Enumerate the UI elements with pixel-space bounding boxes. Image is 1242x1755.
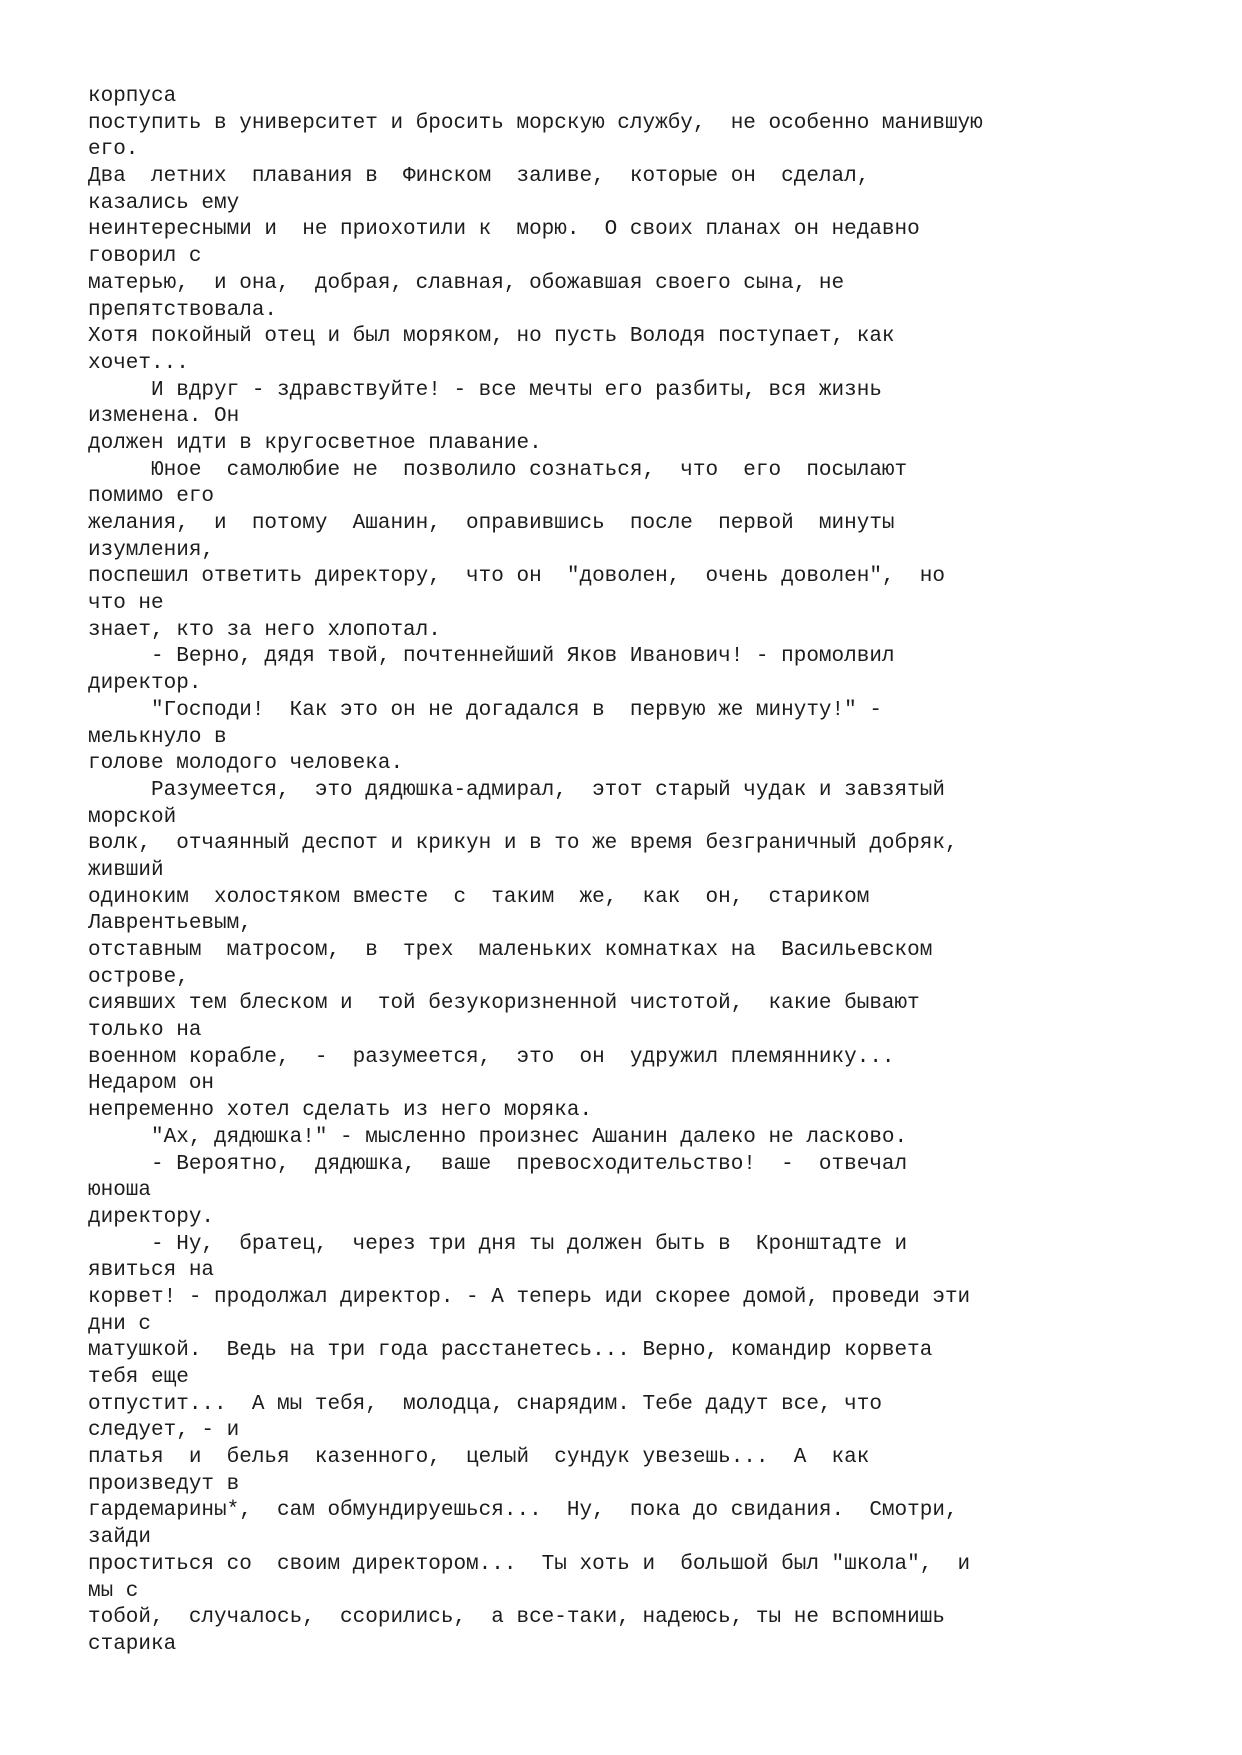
text-line: поступить в университет и бросить морскую службу, не особенно манившую: [88, 111, 983, 135]
text-line: произведут в: [88, 1472, 240, 1496]
text-line: - Ну, братец, через три дня ты должен быть в Кронштадте и: [88, 1232, 908, 1256]
text-line: директор.: [88, 672, 202, 696]
text-line: сиявших тем блеском и той безукоризненной чистотой, какие бывают: [88, 992, 920, 1016]
text-line: неинтересными и не приохотили к морю. О своих планах он недавно: [88, 218, 920, 242]
text-line: платья и белья казенного, целый сундук увезешь... А как: [88, 1446, 870, 1470]
text-line: гардемарины*, сам обмундируешься... Ну, пока до свидания. Смотри,: [88, 1499, 958, 1523]
text-line: дни с: [88, 1312, 152, 1336]
text-line: его.: [88, 138, 139, 162]
text-line: Разумеется, это дядюшка-адмирал, этот старый чудак и завзятый: [88, 778, 945, 802]
text-line: морской: [88, 805, 177, 829]
text-line: отставным матросом, в трех маленьких комнатках на Васильевском: [88, 939, 933, 962]
text-line: корвет! - продолжал директор. - А теперь иди скорее домой, проведи эти: [88, 1285, 971, 1309]
text-line: поспешил ответить директору, что он "доволен, очень доволен", но: [88, 565, 945, 589]
text-line: тобой, случалось, ссорились, а все-таки, надеюсь, ты не вспомнишь: [88, 1606, 945, 1630]
text-line: изумления,: [88, 538, 215, 562]
text-line: Хотя покойный отец и был моряком, но пусть Володя поступает, как: [88, 325, 895, 349]
text-line: одиноким холостяком вместе с таким же, как он, стариком: [88, 885, 870, 909]
text-line: явиться на: [88, 1259, 215, 1283]
text-line: матерью, и она, добрая, славная, обожавшая своего сына, не: [88, 271, 845, 295]
text-line: следует, - и: [88, 1419, 240, 1443]
text-line: должен идти в кругосветное плавание.: [88, 431, 542, 455]
text-line: корпуса: [88, 85, 177, 108]
text-line: знает, кто за него хлопотал.: [88, 618, 441, 642]
text-line: - Верно, дядя твой, почтеннейший Яков Иванович! - промолвил: [88, 645, 895, 669]
text-line: старика: [88, 1632, 177, 1656]
text-line: матушкой. Ведь на три года расстанетесь... Верно, командир корвета: [88, 1339, 933, 1363]
text-line: помимо его: [88, 485, 215, 509]
text-line: Юное самолюбие не позволило сознаться, что его посылают: [88, 458, 908, 482]
text-line: только на: [88, 1019, 202, 1043]
text-line: голове молодого человека.: [88, 752, 404, 776]
text-line: зайди: [88, 1526, 152, 1550]
text-line: волк, отчаянный деспот и крикун и в то же время безграничный добряк,: [88, 832, 958, 856]
text-line: мелькнуло в: [88, 725, 227, 749]
text-line: непременно хотел сделать из него моряка.: [88, 1099, 593, 1123]
text-line: "Ах, дядюшка!" - мысленно произнес Ашанин далеко не ласково.: [88, 1125, 908, 1149]
text-line: Два летних плавания в Финском заливе, которые он сделал,: [88, 165, 870, 189]
text-line: отпустит... А мы тебя, молодца, снарядим. Тебе дадут все, что: [88, 1392, 882, 1416]
text-line: юноша: [88, 1179, 152, 1203]
text-line: проститься со своим директором... Ты хоть и большой был "школа", и: [88, 1552, 971, 1576]
document-text: [88, 84, 1218, 1659]
text-line: - Вероятно, дядюшка, ваше превосходительство! - отвечал: [88, 1152, 908, 1176]
text-line: мы с: [88, 1579, 139, 1603]
text-line: казались ему: [88, 191, 240, 215]
text-line: препятствовала.: [88, 298, 278, 322]
text-line: говорил с: [88, 245, 202, 269]
text-line: живший: [88, 858, 164, 882]
text-line: хочет...: [88, 351, 189, 375]
text-line: военном корабле, - разумеется, это он удружил племяннику...: [88, 1045, 895, 1069]
text-line: И вдруг - здравствуйте! - все мечты его разбиты, вся жизнь: [88, 378, 882, 402]
text-line: Лаврентьевым,: [88, 912, 252, 936]
text-line: Недаром он: [88, 1072, 215, 1096]
text-line: директору.: [88, 1205, 215, 1229]
text-line: острове,: [88, 965, 189, 989]
text-line: что не: [88, 592, 164, 616]
text-line: тебя еще: [88, 1366, 189, 1389]
text-line: "Господи! Как это он не догадался в первую же минуту!" -: [88, 698, 882, 722]
text-line: изменена. Он: [88, 405, 240, 429]
text-line: желания, и потому Ашанин, оправившись после первой минуты: [88, 512, 895, 535]
